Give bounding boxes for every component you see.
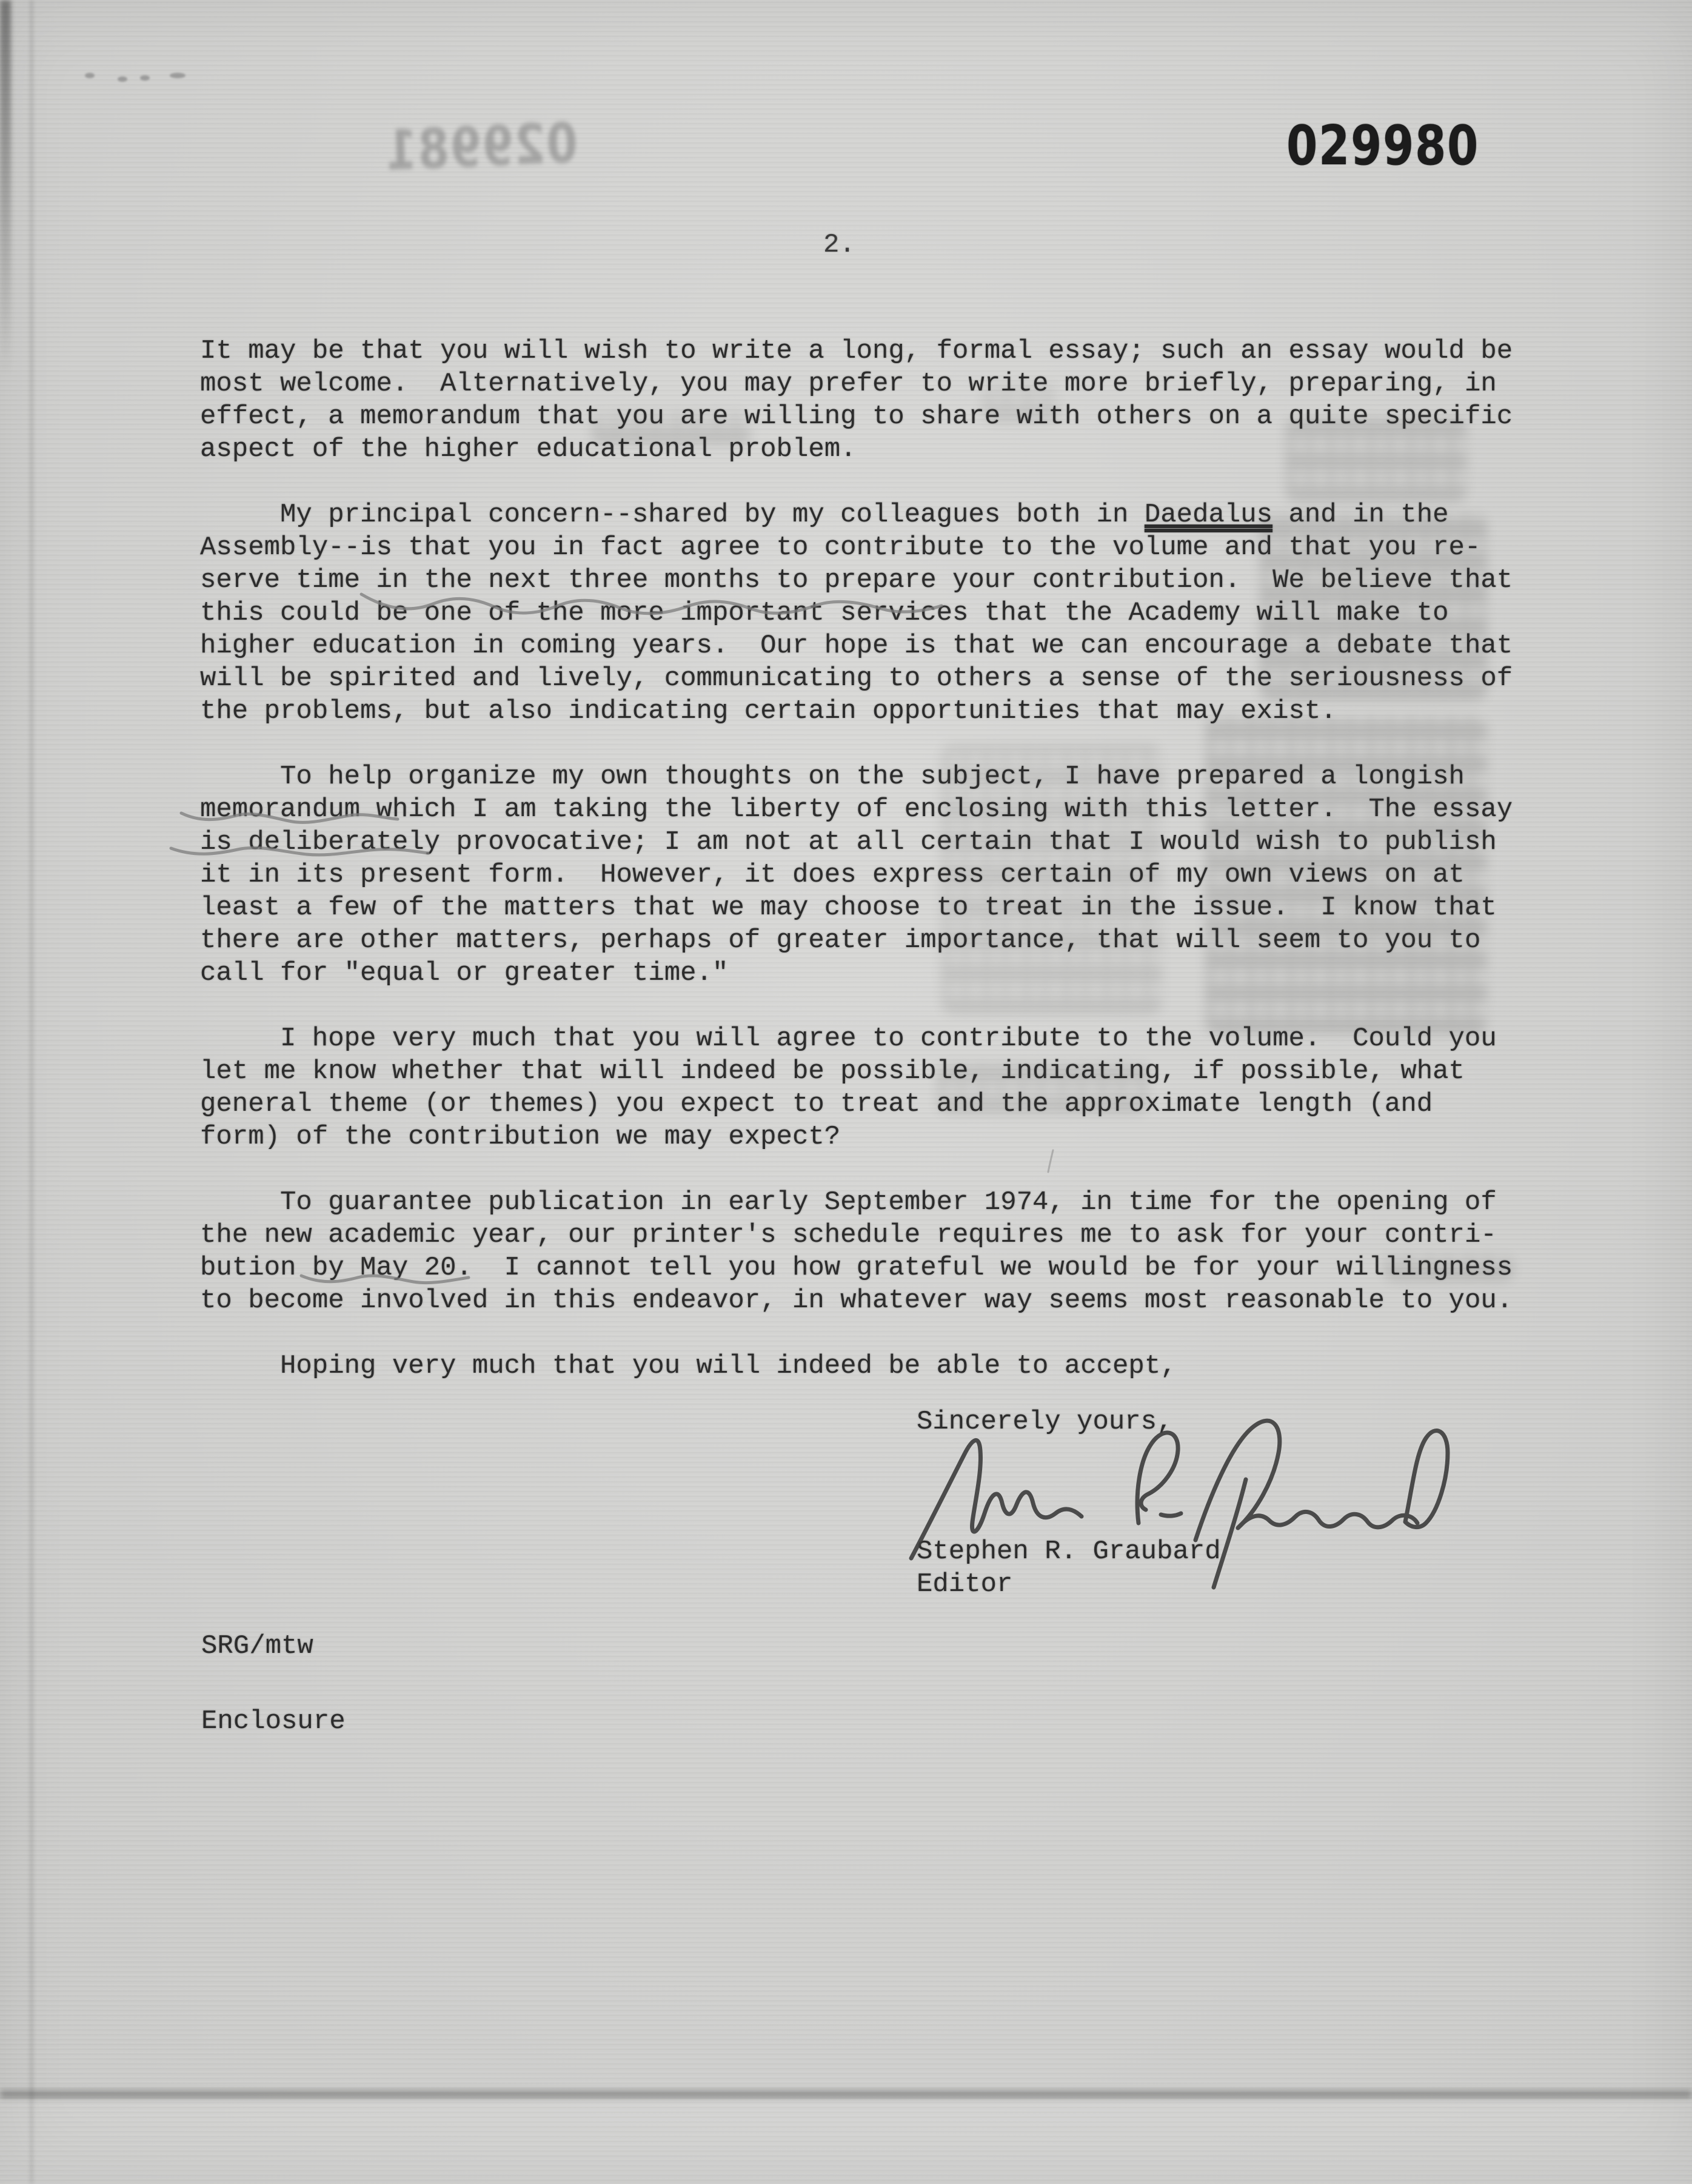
letter-line: will be spirited and lively, communicating to others a sense of the seriousness of [200,663,1513,694]
paragraph-3 [200,760,1546,990]
letter-line: it in its present form. However, it does express certain of my own views on at [200,860,1465,890]
letter-line: I hope very much that you will agree to contribute to the volume. Could you [280,1023,1497,1054]
letter-line: memorandum which I am taking the liberty of enclosing with this letter. The essay [200,794,1513,825]
letter-line: bution by May 20. I cannot tell you how grateful we would be for your willingness [200,1253,1513,1283]
paragraph-5 [200,1186,1546,1317]
letter-body [200,335,1546,1415]
letter-line: there are other matters, perhaps of greater importance, that will seem to you to [200,925,1481,956]
letter-line: this could be one of the more important services that the Academy will make to [200,598,1449,628]
signature [1405,1431,1448,1527]
enclosure-note: Enclosure [201,1706,346,1737]
paragraph-2 [200,498,1546,728]
closing-line-paragraph [200,1350,1546,1382]
ghost-serial-stamp: 029981 [384,111,579,183]
letter-line: To help organize my own thoughts on the subject, I have prepared a longish [280,762,1465,792]
letter-line: Assembly--is that you in fact agree to contribute to the volume and that you re- [200,532,1481,563]
letter-line: higher education in coming years. Our hope is that we can encourage a debate that [200,631,1513,661]
letter-line: the problems, but also indicating certain opportunities that may exist. [200,696,1337,726]
signature [1137,1433,1178,1523]
letter-line: call for "equal or greater time." [200,958,729,988]
page-number: 2. [823,230,855,260]
line-segment: and in the [1272,500,1449,530]
letter-line [200,498,1546,531]
ink-speck [118,76,127,82]
signature [1238,1512,1417,1528]
ink-speck [170,73,186,78]
letter-line: serve time in the next three months to prepare your contribution. We believe that [200,565,1513,595]
letter-line: let me know whether that will indeed be possible, indicating, if possible, what [200,1056,1465,1087]
daedalus-underlined-word: Daedalus [1144,500,1273,530]
signature [1195,1421,1280,1540]
signoff-salutation: Sincerely yours, [917,1407,1173,1437]
letter-line: least a few of the matters that we may choose to treat in the issue. I know that [200,893,1497,923]
signoff-title: Editor [917,1569,1013,1599]
signoff-name: Stephen R. Graubard [917,1536,1221,1567]
ink-speck [85,73,95,78]
letter-line: the new academic year, our printer's schedule requires me to ask for your contri- [200,1220,1497,1250]
paper-fold-line [30,0,33,2184]
line-segment: My principal concern--shared by my colleagues both in [280,500,1145,530]
typist-initials: SRG/mtw [201,1631,313,1661]
signature [1214,1479,1246,1587]
signature [1161,1513,1181,1516]
letter-line: effect, a memorandum that you are willing to share with others on a quite specific [200,401,1513,432]
paragraph-4 [200,1022,1546,1153]
letter-line: aspect of the higher educational problem. [200,434,857,464]
sheet-bottom-edge [0,2091,1692,2098]
letter-line: form) of the contribution we may expect? [200,1122,841,1152]
serial-stamp: 029980 [1286,114,1479,178]
letter-line: general theme (or themes) you expect to treat and the approximate length (and [200,1089,1433,1119]
letter-line: most welcome. Alternatively, you may prefer to write more briefly, preparing, in [200,369,1497,399]
letter-line: is deliberately provocative; I am not at all certain that I would wish to publish [200,827,1497,857]
paragraph-1 [200,335,1546,466]
scan-edge-shadow [0,0,11,376]
closing-line: Hoping very much that you will indeed be able to accept, [280,1351,1177,1381]
ink-speck [140,75,150,81]
letter-line: It may be that you will wish to write a long, formal essay; such an essay would be [200,336,1513,366]
letter-line: to become involved in this endeavor, in whatever way seems most reasonable to you. [200,1285,1513,1316]
scanner-background-band [0,2099,1692,2184]
letter-line: To guarantee publication in early September 1974, in time for the opening of [280,1187,1497,1218]
